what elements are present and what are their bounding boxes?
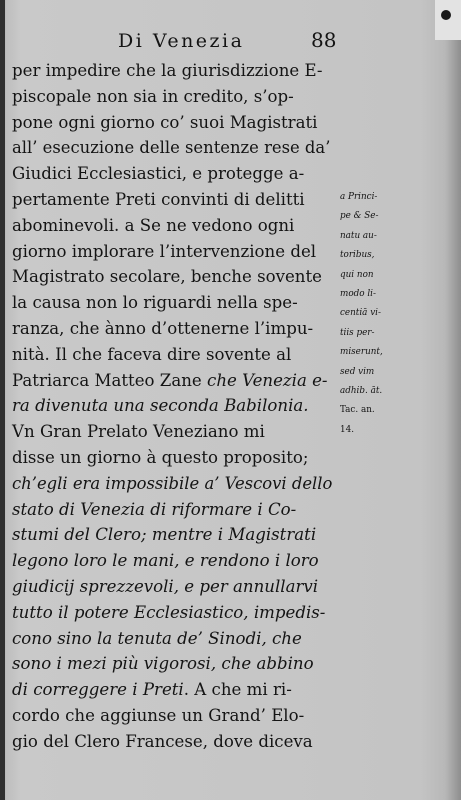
text-span: giorno implorare l’intervenzione del xyxy=(12,241,317,261)
margin-note-line: miserunt, xyxy=(340,347,383,358)
text-line xyxy=(12,84,332,110)
text-line xyxy=(12,651,332,677)
text-line xyxy=(12,187,332,213)
text-line xyxy=(12,445,332,471)
italic-text-span: tutto il potere Ecclesiastico, impedis- xyxy=(12,602,326,622)
text-line xyxy=(12,600,332,626)
text-span: gio del Clero Francese, dove diceva xyxy=(12,731,313,751)
text-line xyxy=(12,239,332,265)
text-line xyxy=(12,290,332,316)
text-span: pertamente Preti convinti di delitti xyxy=(12,189,305,209)
text-span: Giudici Ecclesiastici, e protegge a- xyxy=(12,164,305,184)
text-span: ranza, che ànno d’ottenerne l’impu- xyxy=(12,318,314,338)
text-line xyxy=(12,135,332,161)
margin-note-line: qui non xyxy=(340,269,374,280)
italic-text-span: che Venezia e- xyxy=(207,370,328,390)
text-span: la causa non lo riguardi nella spe- xyxy=(12,293,298,313)
text-span: piscopale non sia in credito, s’op- xyxy=(12,86,294,106)
text-line xyxy=(12,316,332,342)
text-line xyxy=(12,419,332,445)
text-line xyxy=(12,110,332,136)
italic-text-span: sono i mezi più vigorosi, che abbino xyxy=(12,654,314,674)
margin-note-line: natu au- xyxy=(340,230,377,241)
text-span: nità. Il che faceva dire sovente al xyxy=(12,344,292,364)
italic-text-span: cono sino la tenuta de’ Sinodi, che xyxy=(12,628,302,648)
text-line xyxy=(12,497,332,523)
margin-note-line: 14. xyxy=(340,424,354,435)
text-span: Patriarca Matteo Zane xyxy=(12,370,208,390)
text-span: abominevoli. a Se ne vedono ogni xyxy=(12,215,295,235)
text-span: Vn Gran Prelato Veneziano mi xyxy=(12,422,265,442)
text-line xyxy=(12,574,332,600)
text-line xyxy=(12,393,332,419)
text-line xyxy=(12,677,332,703)
text-line xyxy=(12,161,332,187)
text-line xyxy=(12,58,332,84)
book-spine-shadow xyxy=(0,0,5,800)
margin-note-line: sed vim xyxy=(340,366,375,377)
italic-text-span: giudicij sprezzevoli, e per annullarvi xyxy=(12,576,319,596)
text-line xyxy=(12,213,332,239)
marginal-note xyxy=(340,188,460,440)
margin-note-line: centiā vi- xyxy=(340,308,381,319)
text-span: cordo che aggiunse un Grand’ Elo- xyxy=(12,705,305,725)
italic-text-span: ch’egli era impossibile a’ Vescovi dello xyxy=(12,473,333,493)
text-span: per impedire che la giurisdizzione E- xyxy=(12,61,323,80)
text-line xyxy=(12,471,332,497)
text-span: disse un giorno à questo proposito; xyxy=(12,447,309,467)
text-span: pone ogni giorno co’ suoi Magistrati xyxy=(12,112,318,132)
margin-note-line: adhib. āt. xyxy=(340,385,383,396)
text-line xyxy=(12,368,332,394)
margin-note-line: a Princi- xyxy=(340,192,378,202)
margin-note-line: modo li- xyxy=(340,288,376,299)
margin-note-line: pe & Se- xyxy=(340,211,379,222)
page-number: 88 xyxy=(311,28,337,52)
running-title: Di Venezia xyxy=(118,30,245,52)
italic-text-span: ra divenuta una seconda Babilonia. xyxy=(12,396,309,416)
italic-text-span: stumi del Clero; mentre i Magistrati xyxy=(12,525,317,545)
running-header xyxy=(0,28,461,56)
text-line xyxy=(12,522,332,548)
text-span: . A che mi ri- xyxy=(183,680,292,700)
italic-text-span: stato di Venezia di riformare i Co- xyxy=(12,499,297,519)
italic-text-span: di correggere i Preti xyxy=(12,680,184,700)
margin-note-line: Tac. an. xyxy=(340,405,375,416)
text-line xyxy=(12,729,332,755)
ink-blot xyxy=(441,10,451,20)
text-span: all’ esecuzione delle sentenze rese da’ xyxy=(12,138,331,158)
main-text-block xyxy=(12,58,332,755)
text-line xyxy=(12,703,332,729)
text-line xyxy=(12,626,332,652)
italic-text-span: legono loro le mani, e rendono i loro xyxy=(12,551,319,571)
text-line xyxy=(12,264,332,290)
text-span: Magistrato secolare, benche sovente xyxy=(12,267,322,287)
text-line xyxy=(12,342,332,368)
margin-note-line: toribus, xyxy=(340,250,375,261)
text-line xyxy=(12,548,332,574)
margin-note-line: tiis per- xyxy=(340,327,375,338)
